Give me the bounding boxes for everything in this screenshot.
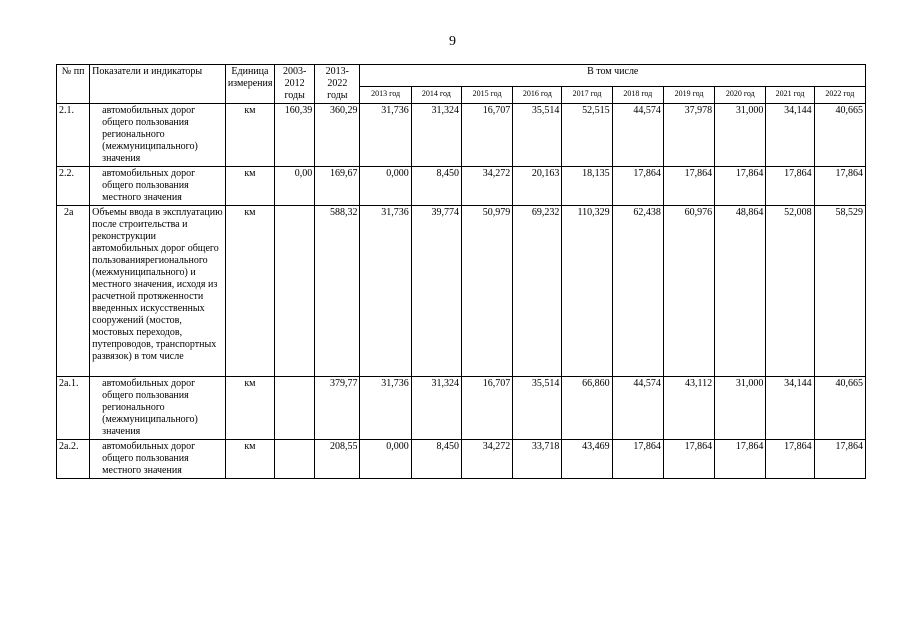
row-year-value: 17,864 <box>715 167 766 206</box>
row-year-value: 31,324 <box>411 377 461 440</box>
row-year-value: 69,232 <box>513 206 562 377</box>
header-including: В том числе <box>360 65 866 87</box>
row-year-value: 18,135 <box>562 167 612 206</box>
row-year-value: 35,514 <box>513 377 562 440</box>
row-year-value: 20,163 <box>513 167 562 206</box>
row-year-value: 31,736 <box>360 104 411 167</box>
row-year-value: 66,860 <box>562 377 612 440</box>
row-indicator: Объемы ввода в эксплуатацию после строительства и реконструкции автомобильных дорог общего пользованиярегионального (межмуниципального) и местного значения, исходя из расчетной протяженности введенных искусственных сооружений (мостов, мостовых переходов, путепроводов, транспортных развязок) в том числе <box>90 206 226 377</box>
row-year-value: 60,976 <box>663 206 714 377</box>
row-year-value: 17,864 <box>715 440 766 479</box>
row-year-value: 17,864 <box>663 167 714 206</box>
row-indicator: автомобильных дорог общего пользования местного значения <box>90 167 226 206</box>
row-year-value: 48,864 <box>715 206 766 377</box>
table-row <box>57 167 866 206</box>
row-year-value: 16,707 <box>461 377 512 440</box>
row-year-value: 39,774 <box>411 206 461 377</box>
row-year-value: 17,864 <box>814 167 865 206</box>
row-period-2003-2012 <box>275 440 315 479</box>
table-row <box>57 440 866 479</box>
header-unit: Единица измерения <box>225 65 274 104</box>
row-year-value: 40,665 <box>814 377 865 440</box>
row-year-value: 62,438 <box>612 206 663 377</box>
header-year: 2014 год <box>411 86 461 103</box>
row-unit: км <box>225 206 274 377</box>
header-period-2003-2012: 2003-2012 годы <box>275 65 315 104</box>
row-period-2003-2012 <box>275 377 315 440</box>
table-row <box>57 104 866 167</box>
row-period-2003-2012: 0,00 <box>275 167 315 206</box>
row-year-value: 17,864 <box>612 440 663 479</box>
row-number: 2а.1. <box>57 377 90 440</box>
row-year-value: 17,864 <box>766 440 814 479</box>
row-period-2003-2012: 160,39 <box>275 104 315 167</box>
row-year-value: 110,329 <box>562 206 612 377</box>
row-year-value: 8,450 <box>411 440 461 479</box>
header-period-2013-2022: 2013-2022 годы <box>315 65 360 104</box>
row-year-value: 17,864 <box>612 167 663 206</box>
row-number: 2.1. <box>57 104 90 167</box>
row-year-value: 52,008 <box>766 206 814 377</box>
row-year-value: 44,574 <box>612 377 663 440</box>
row-year-value: 31,736 <box>360 206 411 377</box>
row-unit: км <box>225 377 274 440</box>
row-year-value: 37,978 <box>663 104 714 167</box>
row-year-value: 52,515 <box>562 104 612 167</box>
row-year-value: 31,736 <box>360 377 411 440</box>
row-year-value: 35,514 <box>513 104 562 167</box>
row-indicator: автомобильных дорог общего пользования местного значения <box>90 440 226 479</box>
header-num: № пп <box>57 65 90 104</box>
table-row <box>57 377 866 440</box>
header-year: 2016 год <box>513 86 562 103</box>
row-year-value: 34,272 <box>461 440 512 479</box>
header-year: 2015 год <box>461 86 512 103</box>
row-year-value: 17,864 <box>814 440 865 479</box>
row-year-value: 0,000 <box>360 440 411 479</box>
row-year-value: 17,864 <box>766 167 814 206</box>
row-year-value: 34,144 <box>766 377 814 440</box>
row-period-2013-2022: 588,32 <box>315 206 360 377</box>
header-year: 2022 год <box>814 86 865 103</box>
row-number: 2.2. <box>57 167 90 206</box>
row-year-value: 31,324 <box>411 104 461 167</box>
row-year-value: 8,450 <box>411 167 461 206</box>
row-year-value: 58,529 <box>814 206 865 377</box>
row-year-value: 31,000 <box>715 377 766 440</box>
row-year-value: 34,272 <box>461 167 512 206</box>
row-period-2003-2012 <box>275 206 315 377</box>
header-year: 2018 год <box>612 86 663 103</box>
row-year-value: 34,144 <box>766 104 814 167</box>
row-period-2013-2022: 208,55 <box>315 440 360 479</box>
row-unit: км <box>225 440 274 479</box>
header-year: 2019 год <box>663 86 714 103</box>
row-year-value: 33,718 <box>513 440 562 479</box>
row-period-2013-2022: 360,29 <box>315 104 360 167</box>
row-period-2013-2022: 379,77 <box>315 377 360 440</box>
row-year-value: 43,112 <box>663 377 714 440</box>
row-unit: км <box>225 104 274 167</box>
row-indicator: автомобильных дорог общего пользования регионального (межмуниципального) значения <box>90 104 226 167</box>
row-year-value: 40,665 <box>814 104 865 167</box>
page-number: 9 <box>449 34 456 49</box>
row-year-value: 50,979 <box>461 206 512 377</box>
row-indicator: автомобильных дорог общего пользования регионального (межмуниципального) значения <box>90 377 226 440</box>
row-year-value: 16,707 <box>461 104 512 167</box>
header-year: 2021 год <box>766 86 814 103</box>
row-year-value: 44,574 <box>612 104 663 167</box>
indicators-table <box>56 64 866 479</box>
row-period-2013-2022: 169,67 <box>315 167 360 206</box>
row-year-value: 17,864 <box>663 440 714 479</box>
row-year-value: 31,000 <box>715 104 766 167</box>
row-year-value: 43,469 <box>562 440 612 479</box>
row-unit: км <box>225 167 274 206</box>
header-year: 2017 год <box>562 86 612 103</box>
row-number: 2а.2. <box>57 440 90 479</box>
header-year: 2020 год <box>715 86 766 103</box>
table-row <box>57 206 866 377</box>
row-number: 2а <box>57 206 90 377</box>
row-year-value: 0,000 <box>360 167 411 206</box>
header-indicator: Показатели и индикаторы <box>90 65 226 104</box>
header-year: 2013 год <box>360 86 411 103</box>
